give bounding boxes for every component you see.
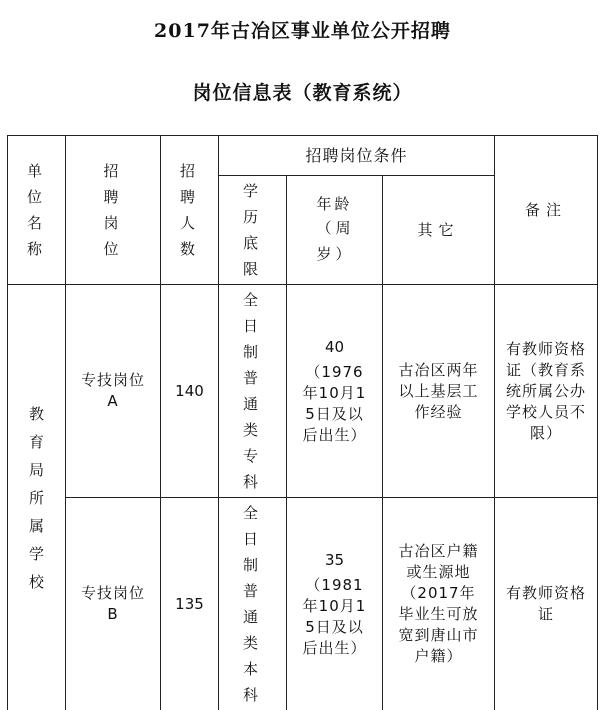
age-value: 40 [290, 337, 379, 358]
education-cell: 全日制普通类专科 [219, 285, 287, 498]
age-cell [287, 498, 383, 710]
header-unit-name: 单位名称 [8, 136, 66, 285]
position-cell: 专技岗位B [66, 498, 161, 710]
header-row-1 [8, 136, 598, 176]
remarks-cell: 有教师资格证（教育系统所属公办学校人员不限） [495, 285, 598, 498]
unit-name-cell: 教育局所属学校 [8, 285, 66, 710]
other-cell: 古冶区两年以上基层工作经验 [383, 285, 495, 498]
table-row [8, 285, 598, 498]
age-note: （1981年10月15日及以后出生） [302, 575, 368, 659]
header-other: 其它 [383, 176, 495, 285]
count-cell: 135 [161, 498, 219, 710]
header-conditions: 招聘岗位条件 [219, 136, 495, 176]
header-remarks: 备注 [495, 136, 598, 285]
age-cell [287, 285, 383, 498]
header-age-unit: （周岁） [317, 215, 353, 267]
table-row [8, 498, 598, 710]
document-title-line1: 2017年古冶区事业单位公开招聘 [0, 16, 605, 43]
header-age-label: 年龄 [290, 194, 379, 215]
position-cell: 专技岗位A [66, 285, 161, 498]
education-cell: 全日制普通类本科 [219, 498, 287, 710]
document-title-line2: 岗位信息表（教育系统） [0, 78, 605, 105]
age-value: 35 [290, 550, 379, 571]
other-cell: 古冶区户籍或生源地（2017年毕业生可放宽到唐山市户籍） [383, 498, 495, 710]
header-age [287, 176, 383, 285]
recruitment-table [7, 135, 598, 710]
age-note: （1976年10月15日及以后出生） [302, 362, 368, 446]
count-cell: 140 [161, 285, 219, 498]
header-count: 招聘人数 [161, 136, 219, 285]
remarks-cell: 有教师资格证 [495, 498, 598, 710]
header-position: 招聘岗位 [66, 136, 161, 285]
header-education: 学历底限 [219, 176, 287, 285]
